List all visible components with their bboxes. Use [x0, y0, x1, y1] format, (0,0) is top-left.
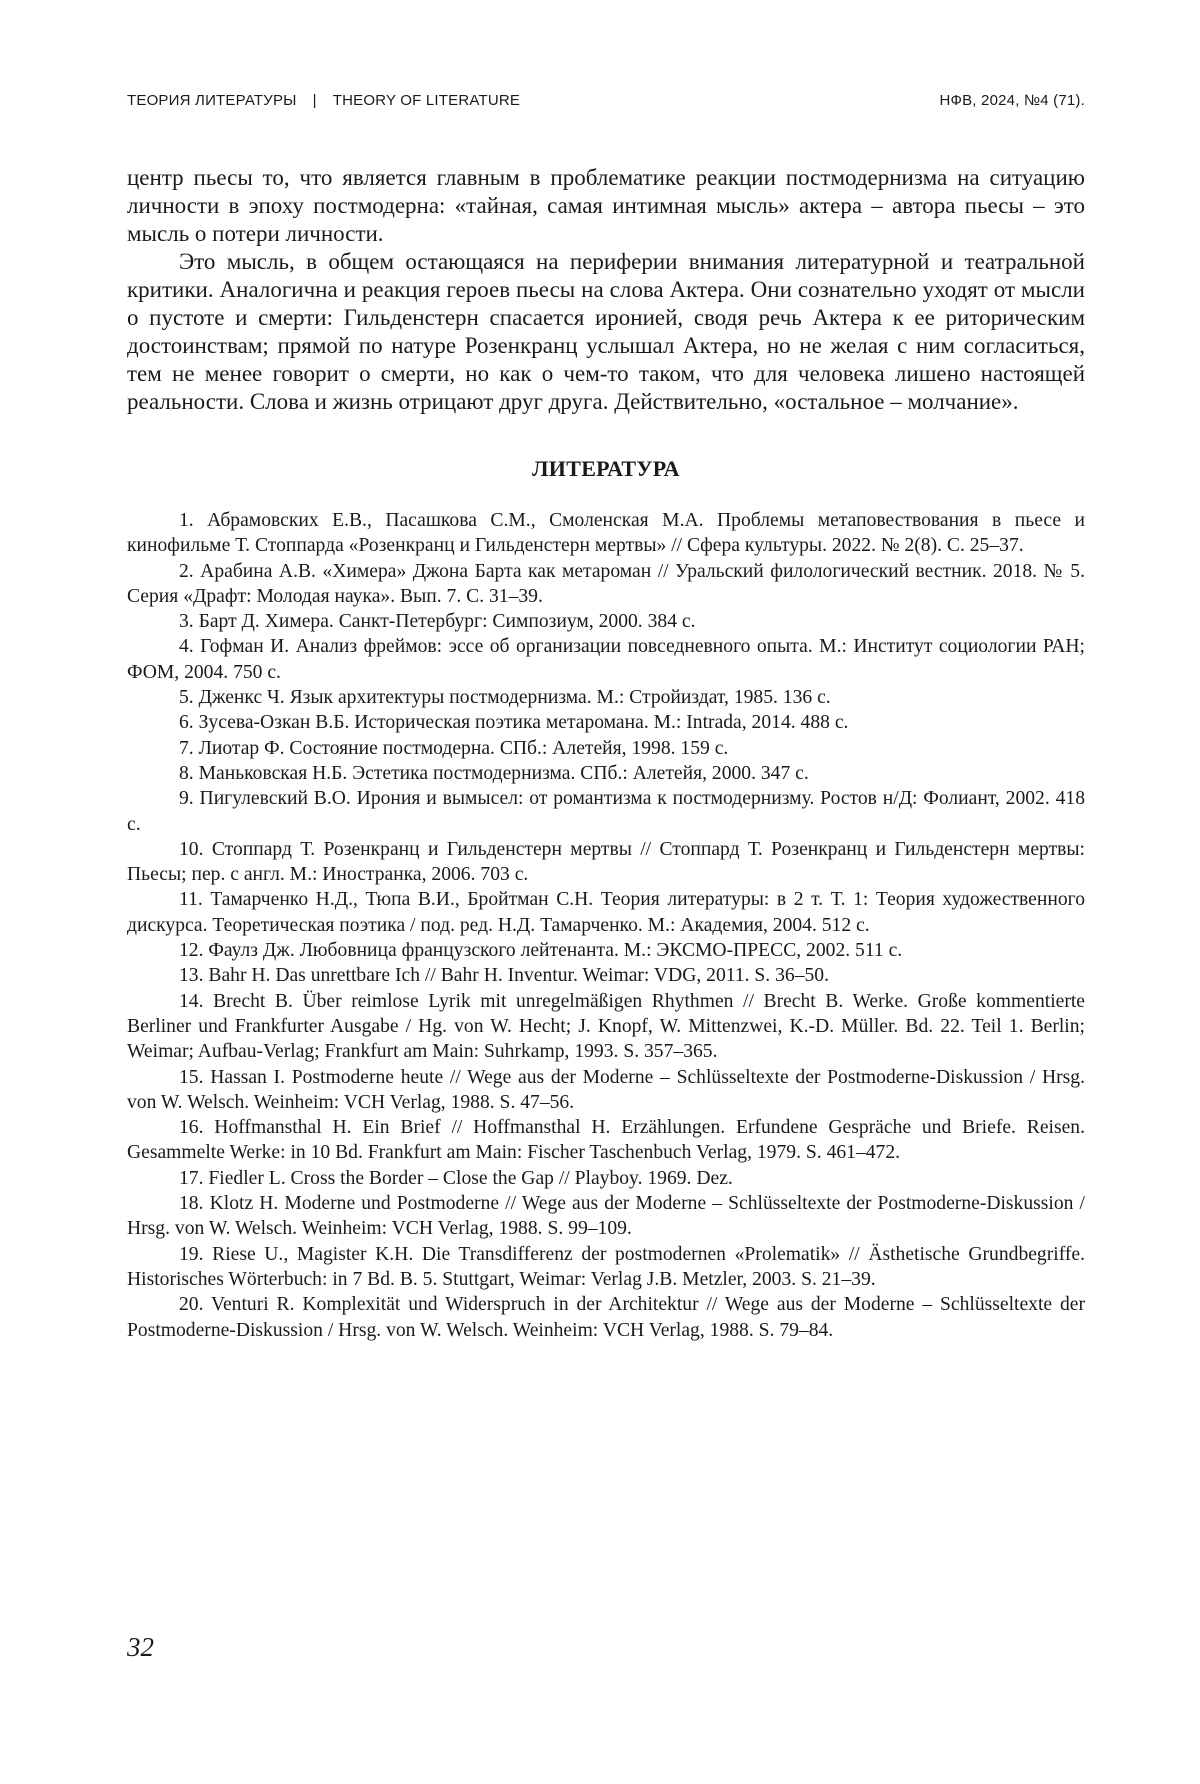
- reference-item: 13. Bahr H. Das unrettbare Ich // Bahr H. Inventur. Weimar: VDG, 2011. S. 36–50.: [179, 965, 829, 987]
- section-title-en: THEORY OF LITERATURE: [332, 92, 521, 109]
- reference-item: 4. Гофман И. Анализ фреймов: эссе об организации повседневного опыта. М.: Институт социологии РАН; ФОМ, 2004. 750 с.: [127, 636, 1085, 683]
- reference-item: 10. Стоппард Т. Розенкранц и Гильденстерн мертвы // Стоппард Т. Розенкранц и Гильденстерн мертвы: Пьесы; пер. с англ. М.: Иностранка, 2006. 703 с.: [127, 838, 1085, 886]
- reference-item: 9. Пигулевский В.О. Ирония и вымысел: от романтизма к постмодернизму. Ростов н/Д: Фолиант, 2002. 418 с.: [127, 788, 1085, 835]
- reference-item: 18. Klotz H. Moderne und Postmoderne // Wege aus der Moderne – Schlüsseltexte der Postmoderne-Diskussion / Hrsg. von W. Welsch. Weinheim: VCH Verlag, 1988. S. 99–109.: [127, 1193, 1085, 1240]
- reference-item: 1. Абрамовских Е.В., Пасашкова С.М., Смоленская М.А. Проблемы метаповествования в пьесе и кинофильме Т. Стоппарда «Розенкранц и Гильденстерн мертвы» // Сфера культуры. 2022. № 2(8). С. 25–37.: [127, 510, 1085, 557]
- journal-issue: НФВ, 2024, №4 (71).: [939, 92, 1085, 109]
- reference-item: 17. Fiedler L. Cross the Border – Close the Gap // Playboy. 1969. Dez.: [179, 1167, 733, 1189]
- reference-item: 7. Лиотар Ф. Состояние постмодерна. СПб.: Алетейя, 1998. 159 с.: [179, 737, 729, 759]
- references-list: [127, 508, 1085, 1343]
- running-head-section: [127, 92, 520, 109]
- reference-item: 6. Зусева-Озкан В.Б. Историческая поэтика метаромана. М.: Intrada, 2014. 488 с.: [179, 712, 849, 734]
- reference-item: 14. Brecht B. Über reimlose Lyrik mit unregelmäßigen Rhythmen // Brecht B. Werke. Große kommentierte Berliner und Frankfurter Ausgabe / Hg. von W. Hecht; J. Knopf, W. Mittenzwei, K.-D. Müller. Bd. 22. Teil 1. Berlin; Weimar; Aufbau-Verlag; Frankfurt am Main: Suhrkamp, 1993. S. 357–365.: [127, 990, 1085, 1063]
- reference-item: 16. Hoffmansthal H. Ein Brief // Hoffmansthal H. Erzählungen. Erfundene Gespräche und Briefe. Reisen. Gesammelte Werke: in 10 Bd. Frankfurt am Main: Fischer Taschenbuch Verlag, 1979. S. 461–472.: [127, 1117, 1085, 1164]
- page-number: 32: [127, 1632, 154, 1662]
- reference-item: 19. Riese U., Magister K.H. Die Transdifferenz der postmodernen «Prolematik» // Ästhetische Grundbegriffe. Historisches Wörterbuch: in 7 Bd. B. 5. Stuttgart, Weimar: Verlag J.B. Metzler, 2003. S. 21–39.: [127, 1243, 1085, 1290]
- section-separator: |: [312, 92, 317, 109]
- reference-item: 15. Hassan I. Postmoderne heute // Wege aus der Moderne – Schlüsseltexte der Postmoderne-Diskussion / Hrsg. von W. Welsch. Weinheim: VCH Verlag, 1988. S. 47–56.: [127, 1066, 1085, 1113]
- reference-item: 5. Дженкс Ч. Язык архитектуры постмодернизма. М.: Стройиздат, 1985. 136 с.: [179, 687, 831, 709]
- reference-item: 20. Venturi R. Komplexität und Widerspruch in der Architektur // Wege aus der Moderne – Schlüsseltexte der Postmoderne-Diskussion / Hrsg. von W. Welsch. Weinheim: VCH Verlag, 1988. S. 79–84.: [127, 1294, 1085, 1341]
- body-paragraph-2: Это мысль, в общем остающаяся на периферии внимания литературной и театральной критики. Аналогична и реакция героев пьесы на слова Актера. Они сознательно уходят от мысли о пустоте и смерти: Гильденстерн спасается иронией, сводя речь Актера к ее риторическим достоинствам; прямой по натуре Розенкранц услышал Актера, но не желая с ним согласиться, тем не менее говорит о смерти, но как о чем-то таком, что для человека лишено настоящей реальности. Слова и жизнь отрицают друг друга. Действительно, «остальное – молчание».: [127, 249, 1085, 414]
- reference-item: 8. Маньковская Н.Б. Эстетика постмодернизма. СПб.: Алетейя, 2000. 347 с.: [179, 762, 809, 784]
- body-paragraph-1: центр пьесы то, что является главным в проблематике реакции постмодернизма на ситуацию личности в эпоху постмодерна: «тайная, самая интимная мысль» актера – автора пьесы – это мысль о потери личности.: [127, 165, 1085, 246]
- references-heading: ЛИТЕРАТУРА: [532, 456, 680, 481]
- article-content: [127, 164, 1085, 1343]
- reference-item: 11. Тамарченко Н.Д., Тюпа В.И., Бройтман С.Н. Теория литературы: в 2 т. Т. 1: Теория художественного дискурса. Теоретическая поэтика / под. ред. Н.Д. Тамарченко. М.: Академия, 2004. 512 с.: [127, 889, 1085, 936]
- reference-item: 2. Арабина А.В. «Химера» Джона Барта как метароман // Уральский филологический вестник. 2018. № 5. Серия «Драфт: Молодая наука». Вып. 7. С. 31–39.: [127, 560, 1085, 607]
- running-head: [127, 92, 1085, 109]
- section-title-ru: ТЕОРИЯ ЛИТЕРАТУРЫ: [127, 92, 297, 109]
- reference-item: 3. Барт Д. Химера. Санкт-Петербург: Симпозиум, 2000. 384 с.: [179, 611, 696, 633]
- reference-item: 12. Фаулз Дж. Любовница французского лейтенанта. М.: ЭКСМО-ПРЕСС, 2002. 511 с.: [179, 940, 903, 962]
